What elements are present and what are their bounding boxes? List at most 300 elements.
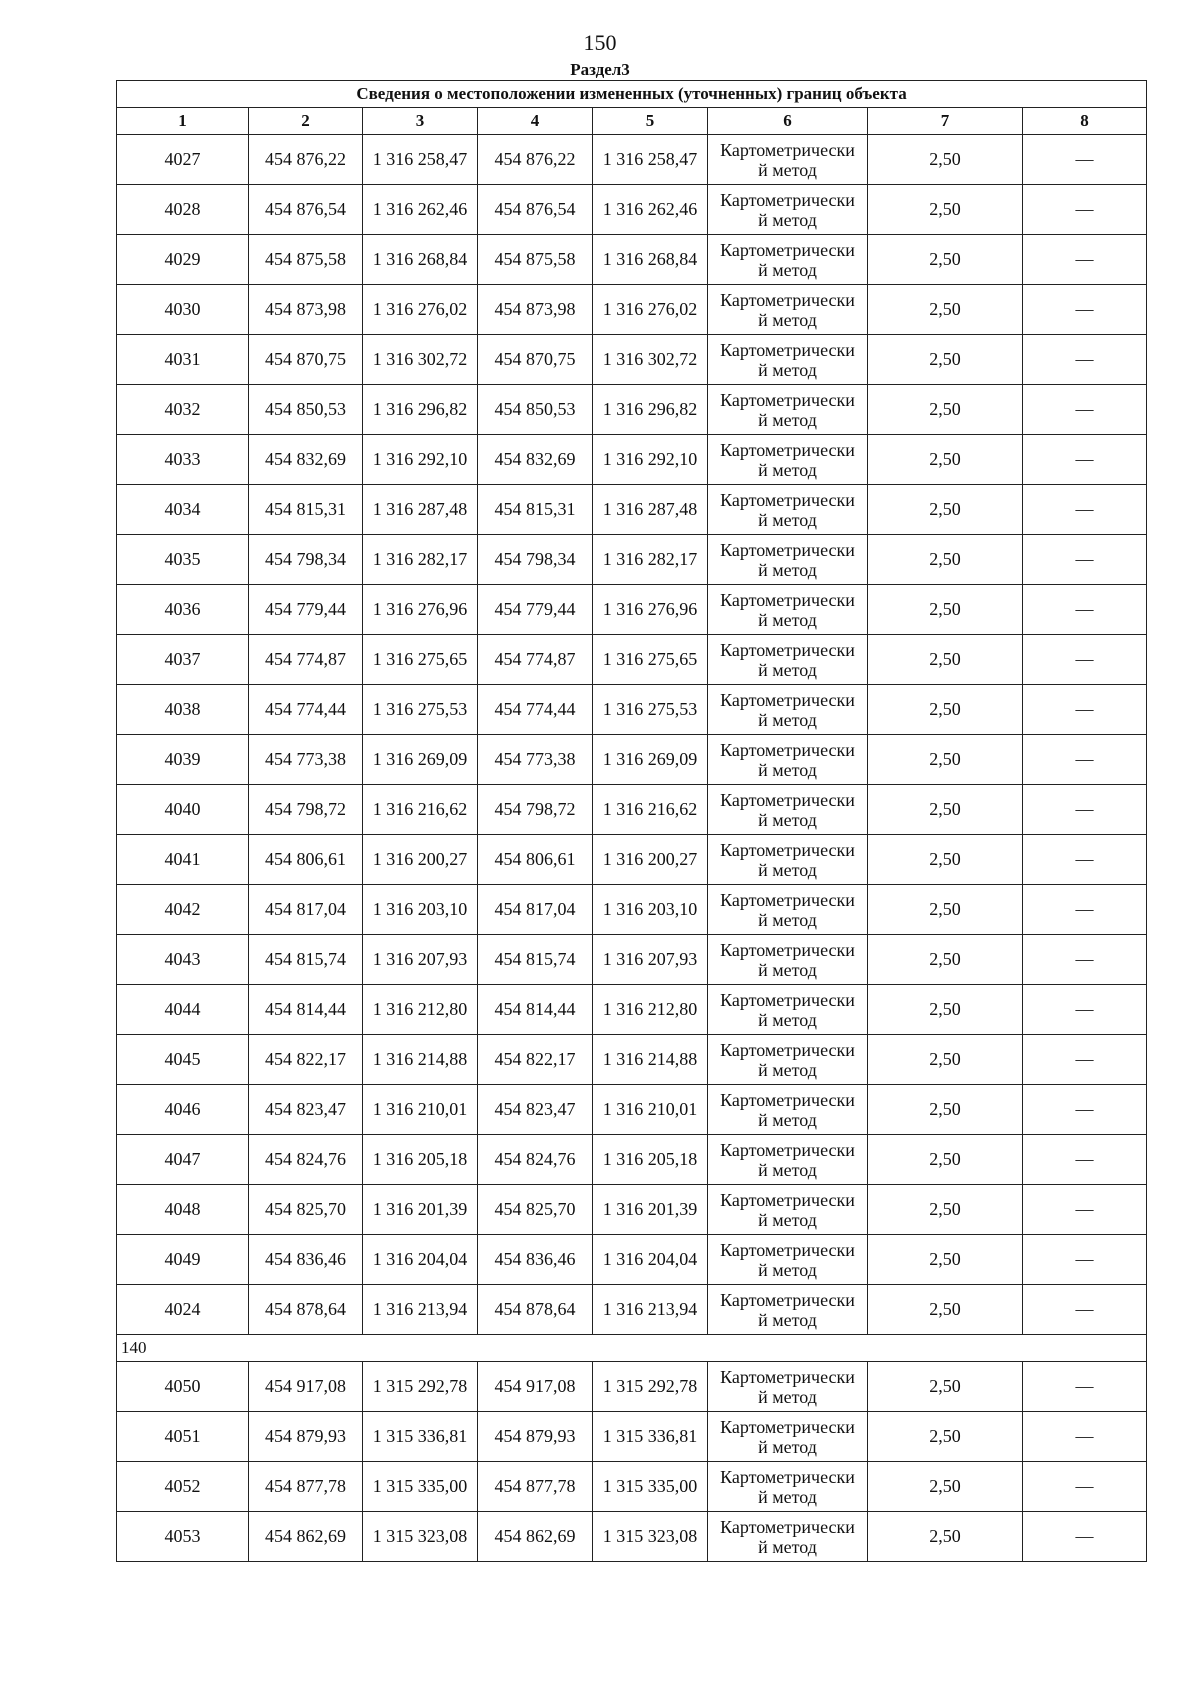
table-row [117, 835, 1147, 885]
description-cell: — [1023, 1362, 1147, 1412]
point-number: 4035 [117, 535, 249, 585]
accuracy-cell: 2,50 [868, 435, 1023, 485]
method-line: Картометрически [720, 1089, 855, 1110]
accuracy-cell: 2,50 [868, 985, 1023, 1035]
description-cell: — [1023, 185, 1147, 235]
method-line: Картометрически [720, 489, 855, 510]
method-cell [708, 985, 868, 1035]
existing-y: 1 315 335,00 [363, 1462, 478, 1512]
page-number: 150 [583, 30, 617, 55]
existing-x: 454 862,69 [249, 1512, 363, 1562]
existing-y: 1 316 216,62 [363, 785, 478, 835]
method-cell [708, 535, 868, 585]
column-number: 6 [708, 108, 868, 135]
method-line: Картометрически [720, 989, 855, 1010]
method-line: Картометрически [720, 139, 855, 160]
accuracy-cell: 2,50 [868, 785, 1023, 835]
accuracy-cell: 2,50 [868, 1135, 1023, 1185]
existing-x: 454 773,38 [249, 735, 363, 785]
description-cell: — [1023, 1235, 1147, 1285]
point-number: 4028 [117, 185, 249, 235]
description-cell: — [1023, 235, 1147, 285]
table-row [117, 585, 1147, 635]
point-number: 4024 [117, 1285, 249, 1335]
method-line: й метод [758, 1309, 817, 1330]
refined-y: 1 316 204,04 [593, 1235, 708, 1285]
refined-x: 454 917,08 [478, 1362, 593, 1412]
method-line: й метод [758, 859, 817, 880]
method-line: й метод [758, 509, 817, 530]
method-cell [708, 435, 868, 485]
method-cell [708, 1185, 868, 1235]
description-cell: — [1023, 285, 1147, 335]
method-line: й метод [758, 659, 817, 680]
refined-y: 1 316 205,18 [593, 1135, 708, 1185]
refined-y: 1 316 201,39 [593, 1185, 708, 1235]
method-line: й метод [758, 959, 817, 980]
accuracy-cell: 2,50 [868, 1412, 1023, 1462]
method-line: й метод [758, 1536, 817, 1557]
point-number: 4039 [117, 735, 249, 785]
refined-y: 1 316 275,65 [593, 635, 708, 685]
existing-x: 454 825,70 [249, 1185, 363, 1235]
method-cell [708, 785, 868, 835]
point-number: 4048 [117, 1185, 249, 1235]
refined-x: 454 822,17 [478, 1035, 593, 1085]
method-cell [708, 485, 868, 535]
accuracy-cell: 2,50 [868, 335, 1023, 385]
refined-x: 454 876,22 [478, 135, 593, 185]
table-row [117, 535, 1147, 585]
method-line: Картометрически [720, 1189, 855, 1210]
method-line: й метод [758, 1159, 817, 1180]
refined-x: 454 817,04 [478, 885, 593, 935]
method-line: Картометрически [720, 889, 855, 910]
point-number: 4049 [117, 1235, 249, 1285]
refined-x: 454 873,98 [478, 285, 593, 335]
existing-y: 1 316 262,46 [363, 185, 478, 235]
method-cell [708, 1085, 868, 1135]
existing-x: 454 779,44 [249, 585, 363, 635]
refined-x: 454 798,34 [478, 535, 593, 585]
method-line: й метод [758, 159, 817, 180]
method-line: й метод [758, 609, 817, 630]
point-number: 4053 [117, 1512, 249, 1562]
table-row [117, 635, 1147, 685]
method-line: й метод [758, 459, 817, 480]
method-line: Картометрически [720, 189, 855, 210]
accuracy-cell: 2,50 [868, 1085, 1023, 1135]
method-line: й метод [758, 1059, 817, 1080]
description-cell: — [1023, 685, 1147, 735]
point-number: 4047 [117, 1135, 249, 1185]
method-line: й метод [758, 1209, 817, 1230]
existing-x: 454 850,53 [249, 385, 363, 435]
refined-x: 454 850,53 [478, 385, 593, 435]
description-cell: — [1023, 1185, 1147, 1235]
existing-x: 454 823,47 [249, 1085, 363, 1135]
method-cell [708, 935, 868, 985]
existing-y: 1 316 287,48 [363, 485, 478, 535]
method-cell [708, 1235, 868, 1285]
method-line: й метод [758, 759, 817, 780]
refined-x: 454 814,44 [478, 985, 593, 1035]
existing-y: 1 316 268,84 [363, 235, 478, 285]
table-row [117, 135, 1147, 185]
refined-x: 454 825,70 [478, 1185, 593, 1235]
refined-y: 1 315 335,00 [593, 1462, 708, 1512]
method-line: й метод [758, 359, 817, 380]
refined-y: 1 316 276,96 [593, 585, 708, 635]
refined-y: 1 316 276,02 [593, 285, 708, 335]
existing-y: 1 316 207,93 [363, 935, 478, 985]
refined-x: 454 879,93 [478, 1412, 593, 1462]
refined-x: 454 798,72 [478, 785, 593, 835]
accuracy-cell: 2,50 [868, 685, 1023, 735]
description-cell: — [1023, 1285, 1147, 1335]
method-cell [708, 185, 868, 235]
method-line: Картометрически [720, 1139, 855, 1160]
table-row [117, 685, 1147, 735]
method-cell [708, 335, 868, 385]
table-row [117, 785, 1147, 835]
existing-x: 454 877,78 [249, 1462, 363, 1512]
table-row [117, 335, 1147, 385]
method-cell [708, 1135, 868, 1185]
existing-x: 454 870,75 [249, 335, 363, 385]
refined-y: 1 316 200,27 [593, 835, 708, 885]
point-number: 4044 [117, 985, 249, 1035]
refined-x: 454 876,54 [478, 185, 593, 235]
existing-x: 454 798,34 [249, 535, 363, 585]
refined-y: 1 316 216,62 [593, 785, 708, 835]
refined-x: 454 815,31 [478, 485, 593, 535]
method-line: й метод [758, 259, 817, 280]
method-cell [708, 735, 868, 785]
existing-y: 1 316 296,82 [363, 385, 478, 435]
table-row [117, 435, 1147, 485]
accuracy-cell: 2,50 [868, 385, 1023, 435]
description-cell: — [1023, 485, 1147, 535]
accuracy-cell: 2,50 [868, 235, 1023, 285]
refined-x: 454 832,69 [478, 435, 593, 485]
point-number: 4036 [117, 585, 249, 635]
method-line: й метод [758, 559, 817, 580]
method-line: Картометрически [720, 739, 855, 760]
point-number: 4045 [117, 1035, 249, 1085]
accuracy-cell: 2,50 [868, 1035, 1023, 1085]
refined-y: 1 316 287,48 [593, 485, 708, 535]
existing-x: 454 876,22 [249, 135, 363, 185]
method-cell [708, 1512, 868, 1562]
accuracy-cell: 2,50 [868, 1235, 1023, 1285]
refined-x: 454 774,87 [478, 635, 593, 685]
point-number: 4042 [117, 885, 249, 935]
accuracy-cell: 2,50 [868, 1512, 1023, 1562]
method-line: й метод [758, 709, 817, 730]
column-number: 8 [1023, 108, 1147, 135]
method-line: й метод [758, 1386, 817, 1407]
method-cell [708, 1412, 868, 1462]
method-cell [708, 835, 868, 885]
method-line: Картометрически [720, 789, 855, 810]
table-caption: Сведения о местоположении измененных (уточненных) границ объекта [117, 81, 1147, 108]
description-cell: — [1023, 985, 1147, 1035]
description-cell: — [1023, 585, 1147, 635]
table-row [117, 485, 1147, 535]
table-row [117, 1362, 1147, 1412]
existing-x: 454 817,04 [249, 885, 363, 935]
accuracy-cell: 2,50 [868, 835, 1023, 885]
refined-y: 1 316 292,10 [593, 435, 708, 485]
existing-x: 454 832,69 [249, 435, 363, 485]
existing-x: 454 873,98 [249, 285, 363, 335]
table-row [117, 385, 1147, 435]
refined-x: 454 862,69 [478, 1512, 593, 1562]
existing-x: 454 917,08 [249, 1362, 363, 1412]
existing-y: 1 315 323,08 [363, 1512, 478, 1562]
table-row [117, 935, 1147, 985]
column-number: 4 [478, 108, 593, 135]
description-cell: — [1023, 935, 1147, 985]
refined-x: 454 870,75 [478, 335, 593, 385]
refined-x: 454 877,78 [478, 1462, 593, 1512]
existing-y: 1 316 276,02 [363, 285, 478, 335]
refined-y: 1 316 210,01 [593, 1085, 708, 1135]
refined-y: 1 316 282,17 [593, 535, 708, 585]
table-row [117, 185, 1147, 235]
method-cell [708, 885, 868, 935]
accuracy-cell: 2,50 [868, 935, 1023, 985]
refined-y: 1 316 268,84 [593, 235, 708, 285]
existing-y: 1 315 336,81 [363, 1412, 478, 1462]
method-cell [708, 685, 868, 735]
existing-y: 1 315 292,78 [363, 1362, 478, 1412]
point-number: 4041 [117, 835, 249, 885]
accuracy-cell: 2,50 [868, 735, 1023, 785]
existing-x: 454 774,44 [249, 685, 363, 735]
refined-y: 1 315 292,78 [593, 1362, 708, 1412]
point-number: 4037 [117, 635, 249, 685]
point-number: 4033 [117, 435, 249, 485]
method-line: й метод [758, 1486, 817, 1507]
method-line: Картометрически [720, 1366, 855, 1387]
refined-y: 1 316 275,53 [593, 685, 708, 735]
refined-y: 1 315 336,81 [593, 1412, 708, 1462]
existing-y: 1 316 292,10 [363, 435, 478, 485]
refined-x: 454 774,44 [478, 685, 593, 735]
existing-y: 1 316 282,17 [363, 535, 478, 585]
point-number: 4046 [117, 1085, 249, 1135]
existing-y: 1 316 200,27 [363, 835, 478, 885]
column-number: 5 [593, 108, 708, 135]
point-number: 4031 [117, 335, 249, 385]
method-line: Картометрически [720, 1466, 855, 1487]
existing-x: 454 824,76 [249, 1135, 363, 1185]
point-number: 4027 [117, 135, 249, 185]
point-number: 4029 [117, 235, 249, 285]
method-cell [708, 235, 868, 285]
method-line: й метод [758, 209, 817, 230]
accuracy-cell: 2,50 [868, 635, 1023, 685]
refined-x: 454 875,58 [478, 235, 593, 285]
point-number: 4034 [117, 485, 249, 535]
method-line: Картометрически [720, 1239, 855, 1260]
method-cell [708, 585, 868, 635]
existing-y: 1 316 213,94 [363, 1285, 478, 1335]
table-row [117, 1412, 1147, 1462]
method-cell [708, 285, 868, 335]
method-cell [708, 1285, 868, 1335]
refined-y: 1 316 213,94 [593, 1285, 708, 1335]
accuracy-cell: 2,50 [868, 285, 1023, 335]
section-title: Раздел3 [570, 60, 630, 79]
table-row [117, 1085, 1147, 1135]
description-cell: — [1023, 1462, 1147, 1512]
point-number: 4043 [117, 935, 249, 985]
method-line: й метод [758, 1259, 817, 1280]
description-cell: — [1023, 535, 1147, 585]
group-label: 140 [117, 1335, 1147, 1362]
accuracy-cell: 2,50 [868, 135, 1023, 185]
existing-x: 454 879,93 [249, 1412, 363, 1462]
description-cell: — [1023, 1035, 1147, 1085]
table-row [117, 735, 1147, 785]
method-cell [708, 135, 868, 185]
description-cell: — [1023, 1135, 1147, 1185]
method-line: Картометрически [720, 939, 855, 960]
method-line: й метод [758, 909, 817, 930]
column-number: 2 [249, 108, 363, 135]
method-line: й метод [758, 1109, 817, 1130]
table-row [117, 285, 1147, 335]
refined-x: 454 806,61 [478, 835, 593, 885]
method-line: Картометрически [720, 289, 855, 310]
column-number-row [117, 108, 1147, 135]
description-cell: — [1023, 1085, 1147, 1135]
accuracy-cell: 2,50 [868, 185, 1023, 235]
existing-y: 1 316 276,96 [363, 585, 478, 635]
refined-x: 454 823,47 [478, 1085, 593, 1135]
existing-x: 454 814,44 [249, 985, 363, 1035]
method-line: й метод [758, 809, 817, 830]
refined-y: 1 316 214,88 [593, 1035, 708, 1085]
existing-x: 454 876,54 [249, 185, 363, 235]
column-number: 7 [868, 108, 1023, 135]
method-cell [708, 385, 868, 435]
method-line: Картометрически [720, 1289, 855, 1310]
existing-y: 1 316 204,04 [363, 1235, 478, 1285]
refined-x: 454 779,44 [478, 585, 593, 635]
refined-y: 1 316 203,10 [593, 885, 708, 935]
existing-y: 1 316 269,09 [363, 735, 478, 785]
existing-y: 1 316 212,80 [363, 985, 478, 1035]
accuracy-cell: 2,50 [868, 1462, 1023, 1512]
description-cell: — [1023, 435, 1147, 485]
point-number: 4051 [117, 1412, 249, 1462]
refined-x: 454 836,46 [478, 1235, 593, 1285]
point-number: 4038 [117, 685, 249, 735]
description-cell: — [1023, 785, 1147, 835]
accuracy-cell: 2,50 [868, 1362, 1023, 1412]
existing-y: 1 316 258,47 [363, 135, 478, 185]
refined-x: 454 773,38 [478, 735, 593, 785]
table-row [117, 235, 1147, 285]
accuracy-cell: 2,50 [868, 885, 1023, 935]
refined-y: 1 316 212,80 [593, 985, 708, 1035]
existing-x: 454 822,17 [249, 1035, 363, 1085]
method-line: й метод [758, 309, 817, 330]
point-number: 4032 [117, 385, 249, 435]
table-row [117, 1462, 1147, 1512]
existing-x: 454 798,72 [249, 785, 363, 835]
existing-y: 1 316 275,53 [363, 685, 478, 735]
method-cell [708, 635, 868, 685]
existing-x: 454 875,58 [249, 235, 363, 285]
description-cell: — [1023, 1412, 1147, 1462]
method-line: й метод [758, 409, 817, 430]
refined-y: 1 316 302,72 [593, 335, 708, 385]
method-line: Картометрически [720, 439, 855, 460]
method-line: Картометрически [720, 839, 855, 860]
method-line: Картометрически [720, 639, 855, 660]
description-cell: — [1023, 335, 1147, 385]
refined-x: 454 878,64 [478, 1285, 593, 1335]
method-line: Картометрически [720, 1039, 855, 1060]
method-line: Картометрически [720, 339, 855, 360]
point-number: 4052 [117, 1462, 249, 1512]
description-cell: — [1023, 1512, 1147, 1562]
existing-y: 1 316 203,10 [363, 885, 478, 935]
existing-y: 1 316 302,72 [363, 335, 478, 385]
table-row [117, 1285, 1147, 1335]
refined-y: 1 316 258,47 [593, 135, 708, 185]
description-cell: — [1023, 635, 1147, 685]
refined-y: 1 316 207,93 [593, 935, 708, 985]
existing-y: 1 316 205,18 [363, 1135, 478, 1185]
existing-x: 454 836,46 [249, 1235, 363, 1285]
column-number: 1 [117, 108, 249, 135]
method-line: Картометрически [720, 389, 855, 410]
description-cell: — [1023, 735, 1147, 785]
method-line: Картометрически [720, 539, 855, 560]
group-row [117, 1335, 1147, 1362]
method-line: й метод [758, 1436, 817, 1457]
table-row [117, 1035, 1147, 1085]
existing-x: 454 878,64 [249, 1285, 363, 1335]
refined-y: 1 316 262,46 [593, 185, 708, 235]
existing-y: 1 316 214,88 [363, 1035, 478, 1085]
accuracy-cell: 2,50 [868, 1285, 1023, 1335]
description-cell: — [1023, 885, 1147, 935]
method-cell [708, 1035, 868, 1085]
refined-y: 1 315 323,08 [593, 1512, 708, 1562]
refined-y: 1 316 269,09 [593, 735, 708, 785]
table-row [117, 1235, 1147, 1285]
method-line: Картометрически [720, 1516, 855, 1537]
description-cell: — [1023, 835, 1147, 885]
method-line: Картометрически [720, 589, 855, 610]
column-number: 3 [363, 108, 478, 135]
table-row [117, 985, 1147, 1035]
refined-y: 1 316 296,82 [593, 385, 708, 435]
method-cell [708, 1362, 868, 1412]
existing-y: 1 316 201,39 [363, 1185, 478, 1235]
point-number: 4030 [117, 285, 249, 335]
existing-y: 1 316 210,01 [363, 1085, 478, 1135]
method-line: Картометрически [720, 689, 855, 710]
existing-y: 1 316 275,65 [363, 635, 478, 685]
